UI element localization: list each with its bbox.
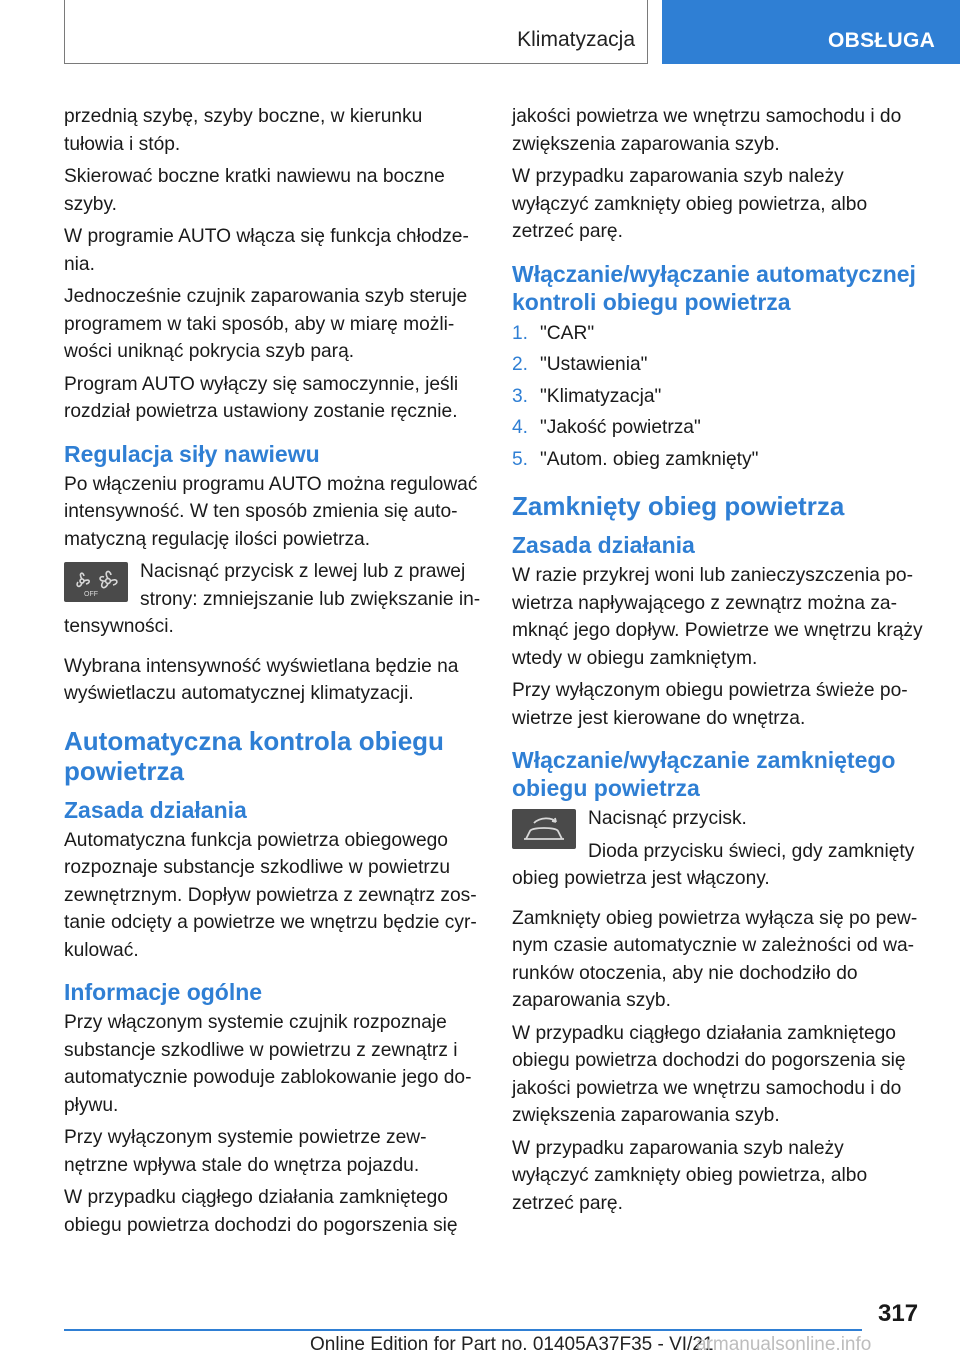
paragraph: Automatyczna funkcja powietrza obiegowego rozpoznaje substancje szkodliwe w powietrzu zewnętrznym. Dopływ powietrza z zewnątrz zostanie odcięty a powietrze we wnętrzu będzie cyrkulować. bbox=[64, 829, 477, 961]
recirculation-button-instruction bbox=[512, 805, 924, 893]
svg-text:OFF: OFF bbox=[84, 591, 98, 598]
list-item: 1. "CAR" bbox=[512, 322, 595, 344]
footer-divider bbox=[64, 1329, 862, 1331]
paragraph: przednią szybę, szyby boczne, w kierunku tułowia i stóp. bbox=[64, 106, 423, 155]
paragraph: Przy wyłączonym obiegu powietrza świeże powietrze jest kierowane do wnętrza. bbox=[512, 680, 908, 729]
section-heading-regulacja: Regulacja siły nawiewu bbox=[64, 440, 320, 467]
paragraph: jakości powietrza we wnętrzu samochodu i do zwiększenia zaparowania szyb. bbox=[512, 106, 902, 155]
header-chapter-tab bbox=[662, 0, 960, 64]
paragraph: W programie AUTO włącza się funkcja chłodzenia. bbox=[64, 226, 469, 275]
paragraph: Przy włączonym systemie czujnik rozpoznaje substancje szkodliwe w powietrzu z zewnątrz i automatycznie powoduje zablokowanie jego dopływu. bbox=[64, 1012, 472, 1116]
paragraph: W przypadku zaparowania szyb należy wyłączyć zamknięty obieg powietrza, albo zetrzeć parę. bbox=[512, 166, 868, 242]
header-tab-label: OBSŁUGA bbox=[828, 29, 936, 52]
air-recirculation-icon bbox=[512, 809, 576, 849]
fan-speed-icon bbox=[64, 562, 128, 602]
section-heading-automatyczna: Automatyczna kontrola obiegu powietrza bbox=[64, 725, 444, 786]
left-column bbox=[64, 103, 482, 1244]
footer-edition: Online Edition for Part no. 01405A37F35 - VI/21 bbox=[310, 1334, 714, 1355]
section-heading-wlaczanie-zamknietego: Włączanie/wyłączanie zamkniętego obiegu powietrza bbox=[512, 747, 896, 801]
list-item: 5. "Autom. obieg zamknięty" bbox=[512, 448, 759, 470]
section-heading-zasada: Zasada działania bbox=[512, 532, 695, 558]
section-heading-zasada: Zasada działania bbox=[64, 796, 247, 823]
section-heading-informacje: Informacje ogólne bbox=[64, 979, 263, 1005]
steps-list bbox=[512, 320, 924, 474]
paragraph: Zamknięty obieg powietrza wyłącza się po pewnym czasie automatycznie w zależności od warunków otoczenia, aby nie dochodziło do zaparowania szyb. bbox=[512, 907, 918, 1011]
paragraph: Wybrana intensywność wyświetlana będzie na wyświetlaczu automatycznej klimatyzacji. bbox=[64, 655, 459, 704]
section-heading-zamkniety: Zamknięty obieg powietrza bbox=[512, 491, 845, 521]
paragraph: Jednocześnie czujnik zaparowania szyb steruje programem w taki sposób, aby w miarę możliwości uniknąć pokrycia szyb parą. bbox=[64, 286, 468, 362]
paragraph: Program AUTO wyłączy się samoczynnie, jeśli rozdział powietrza ustawiony zostanie ręcznie. bbox=[64, 373, 459, 422]
paragraph: Po włączeniu programu AUTO można regulować intensywność. W ten sposób zmienia się automatyczną regulację ilości powietrza. bbox=[64, 473, 478, 550]
header-box bbox=[64, 0, 648, 64]
paragraph: W przypadku zaparowania szyb należy wyłączyć zamknięty obieg powietrza, albo zetrzeć parę. bbox=[512, 1137, 868, 1214]
section-heading-wlaczanie-automatycznej: Włączanie/wyłączanie automatycznej kontroli obiegu powietrza bbox=[512, 260, 916, 315]
list-item: 4. "Jakość powietrza" bbox=[512, 417, 701, 438]
paragraph: W przypadku ciągłego działania zamkniętego obiegu powietrza dochodzi do pogorszenia się bbox=[64, 1187, 458, 1236]
paragraph: Nacisnąć przycisk. bbox=[588, 808, 747, 829]
right-column bbox=[512, 103, 924, 1222]
list-item: 2. "Ustawienia" bbox=[512, 354, 648, 375]
paragraph: Skierować boczne kratki nawiewu na boczne szyby. bbox=[64, 166, 445, 215]
fan-button-instruction bbox=[64, 558, 482, 641]
footer-watermark: armanualsonline.info bbox=[696, 1334, 872, 1355]
paragraph: Dioda przycisku świeci, gdy zamknięty obieg powietrza jest włączony. bbox=[512, 840, 915, 889]
paragraph: Przy wyłączonym systemie powietrze zewnętrzne wpływa stale do wnętrza pojazdu. bbox=[64, 1127, 427, 1176]
header-section-title: Klimatyzacja bbox=[517, 28, 635, 51]
page-number: 317 bbox=[878, 1300, 919, 1327]
paragraph: W przypadku ciągłego działania zamkniętego obiegu powietrza dochodzi do pogorszenia się jakości powietrza we wnętrzu samochodu i do zwiększenia zaparowania szyb. bbox=[512, 1022, 906, 1126]
list-item: 3. "Klimatyzacja" bbox=[512, 385, 662, 407]
paragraph: W razie przykrej woni lub zanieczyszczenia powietrza napływającego z zewnątrz można zamknąć jego dopływ. Powietrze we wnętrzu krąży wtedy w obiegu zamkniętym. bbox=[512, 565, 923, 669]
paragraph: Nacisnąć przycisk z lewej lub z prawej strony: zmniejszanie lub zwiększanie intensywności. bbox=[64, 561, 481, 637]
